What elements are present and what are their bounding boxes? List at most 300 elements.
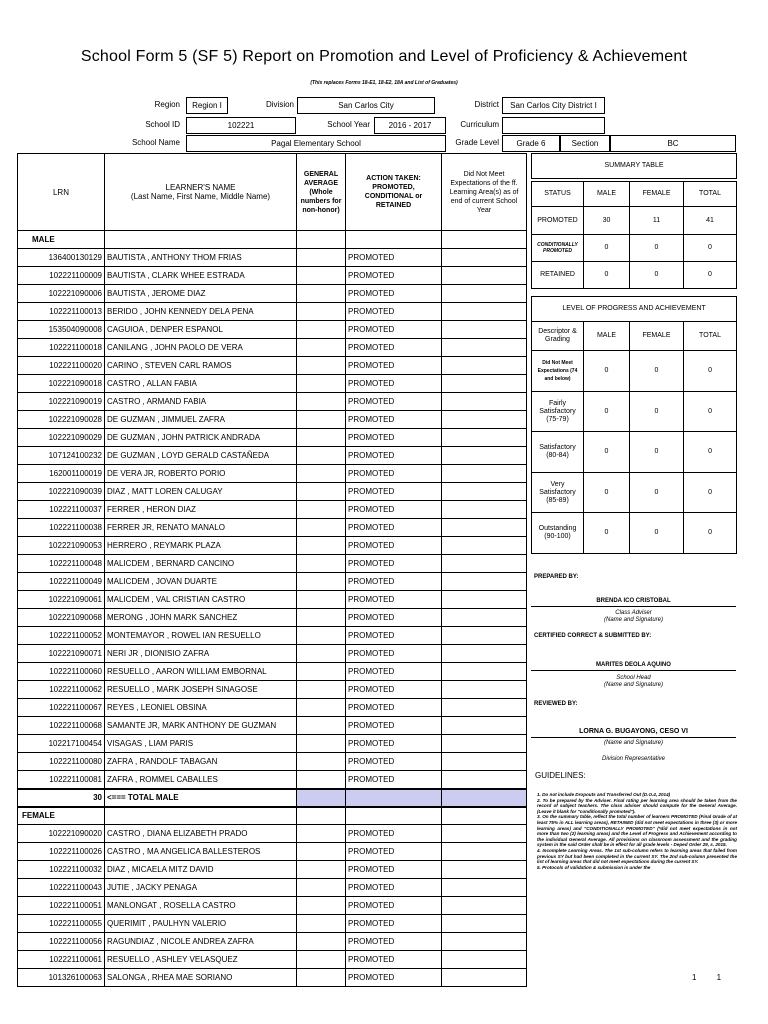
learner-action: PROMOTED xyxy=(346,411,442,429)
table-row xyxy=(18,249,527,267)
learner-average[interactable] xyxy=(297,411,346,429)
learner-name: FERRER , HERON DIAZ xyxy=(105,501,297,519)
section-label: Section xyxy=(560,135,610,152)
empty-cell xyxy=(297,231,346,249)
prepared-by-name: BRENDA ICO CRISTOBAL xyxy=(531,598,736,607)
learner-action: PROMOTED xyxy=(346,555,442,573)
certified-by-note: (Name and Signature) xyxy=(603,682,664,688)
learner-average[interactable] xyxy=(297,267,346,285)
learner-average[interactable] xyxy=(297,861,346,879)
table-row xyxy=(18,843,527,861)
col-lrn-header: LRN xyxy=(18,154,105,231)
guideline-item: 2. To be prepared by the Adviser. Final rating per learning area should be taken from the record of subject teachers. The class adviser should compute for the General Average. (Leave it blank for "conditionally promoted"). xyxy=(537,797,737,814)
learner-lrn: 102221090028 xyxy=(18,411,105,429)
progress-total: 0 xyxy=(684,513,737,554)
learner-lrn: 102221090039 xyxy=(18,483,105,501)
learner-not-met[interactable] xyxy=(442,663,527,681)
learner-not-met[interactable] xyxy=(442,321,527,339)
learner-lrn: 102221100043 xyxy=(18,879,105,897)
table-row xyxy=(18,375,527,393)
school-id-field[interactable]: 102221 xyxy=(186,117,296,134)
learner-not-met[interactable] xyxy=(442,843,527,861)
learner-not-met[interactable] xyxy=(442,285,527,303)
learner-action: PROMOTED xyxy=(346,339,442,357)
learner-lrn: 102221090006 xyxy=(18,285,105,303)
prepared-by-label: PREPARED BY: xyxy=(534,574,579,580)
table-row xyxy=(18,663,527,681)
learner-lrn: 102221090061 xyxy=(18,591,105,609)
school-name-field[interactable]: Pagal Elementary School xyxy=(186,135,446,152)
learner-name: FERRER JR, RENATO MANALO xyxy=(105,519,297,537)
learner-not-met[interactable] xyxy=(442,609,527,627)
table-row xyxy=(18,969,527,987)
learner-average[interactable] xyxy=(297,879,346,897)
table-row xyxy=(18,627,527,645)
learner-action: PROMOTED xyxy=(346,447,442,465)
learner-lrn: 102221090068 xyxy=(18,609,105,627)
learner-lrn: 102221100060 xyxy=(18,663,105,681)
learner-not-met[interactable] xyxy=(442,735,527,753)
learner-lrn: 153504090008 xyxy=(18,321,105,339)
progress-total: 0 xyxy=(684,392,737,432)
learner-name: RESUELLO , AARON WILLIAM EMBORNAL xyxy=(105,663,297,681)
learner-name: BAUTISTA , ANTHONY THOM FRIAS xyxy=(105,249,297,267)
total-male-notmet xyxy=(442,789,527,807)
summary-header-total: TOTAL xyxy=(684,182,737,207)
table-row xyxy=(18,717,527,735)
learner-name: DIAZ , MATT LOREN CALUGAY xyxy=(105,483,297,501)
table-row xyxy=(18,609,527,627)
learner-not-met[interactable] xyxy=(442,411,527,429)
learner-name: MANLONGAT , ROSELLA CASTRO xyxy=(105,897,297,915)
learner-average[interactable] xyxy=(297,591,346,609)
certified-by-name: MARITES DEOLA AQUINO xyxy=(531,662,736,671)
total-male-avg xyxy=(297,789,346,807)
learner-not-met[interactable] xyxy=(442,429,527,447)
learner-average[interactable] xyxy=(297,609,346,627)
learner-not-met[interactable] xyxy=(442,339,527,357)
learner-not-met[interactable] xyxy=(442,933,527,951)
curriculum-field[interactable] xyxy=(502,117,605,134)
page-number: 1 1 xyxy=(692,973,722,982)
learners-table xyxy=(17,153,527,987)
progress-total: 0 xyxy=(684,432,737,473)
table-row xyxy=(18,897,527,915)
learner-not-met[interactable] xyxy=(442,969,527,987)
learner-action: PROMOTED xyxy=(346,663,442,681)
table-row xyxy=(18,933,527,951)
learner-action: PROMOTED xyxy=(346,861,442,879)
empty-cell xyxy=(297,807,346,825)
progress-header-male: MALE xyxy=(584,322,630,351)
learner-not-met[interactable] xyxy=(442,447,527,465)
reviewed-by-name: LORNA G. BUGAYONG, CESO VI xyxy=(531,728,736,738)
learner-name: MALICDEM , VAL CRISTIAN CASTRO xyxy=(105,591,297,609)
male-section-row xyxy=(18,231,527,249)
learner-name: BERIDO , JOHN KENNEDY DELA PENA xyxy=(105,303,297,321)
learner-name: MONTEMAYOR , ROWEL IAN RESUELLO xyxy=(105,627,297,645)
learner-average[interactable] xyxy=(297,537,346,555)
learner-average[interactable] xyxy=(297,825,346,843)
summary-male: 0 xyxy=(584,235,630,262)
table-row xyxy=(18,303,527,321)
learner-name: JUTIE , JACKY PENAGA xyxy=(105,879,297,897)
reviewed-by-label: REVIEWED BY: xyxy=(534,701,578,707)
guideline-item: 1. Do not include Dropouts and Transferred Out (D.O.4, 2014) xyxy=(537,792,671,797)
learner-not-met[interactable] xyxy=(442,267,527,285)
learner-not-met[interactable] xyxy=(442,879,527,897)
learner-average[interactable] xyxy=(297,519,346,537)
empty-cell xyxy=(346,807,442,825)
learner-action: PROMOTED xyxy=(346,717,442,735)
summary-male: 0 xyxy=(584,262,630,289)
learner-lrn: 102221100056 xyxy=(18,933,105,951)
learner-lrn: 102221090020 xyxy=(18,825,105,843)
learner-average[interactable] xyxy=(297,843,346,861)
progress-male: 0 xyxy=(584,392,630,432)
learner-not-met[interactable] xyxy=(442,897,527,915)
summary-male: 30 xyxy=(584,207,630,235)
summary-header-male: MALE xyxy=(584,182,630,207)
school-id-label: School ID xyxy=(145,120,180,129)
district-label: District xyxy=(474,100,499,109)
learner-average[interactable] xyxy=(297,501,346,519)
learner-average[interactable] xyxy=(297,285,346,303)
learner-lrn: 102221100067 xyxy=(18,699,105,717)
learner-not-met[interactable] xyxy=(442,699,527,717)
learner-action: PROMOTED xyxy=(346,249,442,267)
region-field[interactable]: Region I xyxy=(186,97,228,114)
learner-average[interactable] xyxy=(297,753,346,771)
learner-average[interactable] xyxy=(297,555,346,573)
learner-lrn: 102221090071 xyxy=(18,645,105,663)
table-row xyxy=(18,393,527,411)
learner-not-met[interactable] xyxy=(442,861,527,879)
learner-action: PROMOTED xyxy=(346,645,442,663)
learner-average[interactable] xyxy=(297,681,346,699)
learner-average[interactable] xyxy=(297,771,346,789)
learner-name: SAMANTE JR, MARK ANTHONY DE GUZMAN xyxy=(105,717,297,735)
learner-lrn: 102221100032 xyxy=(18,861,105,879)
learner-lrn: 102221100009 xyxy=(18,267,105,285)
progress-total: 0 xyxy=(684,351,737,392)
learner-name: CARINO , STEVEN CARL RAMOS xyxy=(105,357,297,375)
reviewed-by-note: (Name and Signature) xyxy=(603,740,664,746)
learner-not-met[interactable] xyxy=(442,591,527,609)
learner-name: RESUELLO , ASHLEY VELASQUEZ xyxy=(105,951,297,969)
progress-male: 0 xyxy=(584,473,630,513)
progress-header-female: FEMALE xyxy=(630,322,684,351)
empty-cell xyxy=(105,231,297,249)
learner-action: PROMOTED xyxy=(346,879,442,897)
col-average-header: GENERAL AVERAGE (Whole numbers for non-honor) xyxy=(297,154,346,231)
table-row xyxy=(18,915,527,933)
learner-name: DE GUZMAN , JOHN PATRICK ANDRADA xyxy=(105,429,297,447)
curriculum-label: Curriculum xyxy=(460,120,499,129)
learner-not-met[interactable] xyxy=(442,555,527,573)
col-not-met-header: Did Not Meet Expectations of the ff. Learning Area(s) as of end of current School Year xyxy=(442,154,527,231)
learner-not-met[interactable] xyxy=(442,501,527,519)
table-row xyxy=(18,285,527,303)
learner-not-met[interactable] xyxy=(442,645,527,663)
learner-lrn: 102221090053 xyxy=(18,537,105,555)
progress-male: 0 xyxy=(584,432,630,473)
female-section-row xyxy=(18,807,527,825)
learner-name: CASTRO , DIANA ELIZABETH PRADO xyxy=(105,825,297,843)
summary-header-status: STATUS xyxy=(532,182,584,207)
progress-female: 0 xyxy=(630,351,684,392)
table-row xyxy=(18,465,527,483)
learner-not-met[interactable] xyxy=(442,915,527,933)
learner-not-met[interactable] xyxy=(442,249,527,267)
progress-male: 0 xyxy=(584,351,630,392)
total-male-action xyxy=(346,789,442,807)
learner-average[interactable] xyxy=(297,321,346,339)
division-label: Division xyxy=(265,100,294,109)
col-name-header: LEARNER'S NAME (Last Name, First Name, Middle Name) xyxy=(105,154,297,231)
learner-lrn: 102221090029 xyxy=(18,429,105,447)
section-label: FEMALE xyxy=(18,807,105,825)
learner-average[interactable] xyxy=(297,897,346,915)
learner-not-met[interactable] xyxy=(442,573,527,591)
progress-female: 0 xyxy=(630,432,684,473)
learner-name: MERONG , JOHN MARK SANCHEZ xyxy=(105,609,297,627)
division-field[interactable]: San Carlos City xyxy=(297,97,435,114)
learner-name: BAUTISTA , JEROME DIAZ xyxy=(105,285,297,303)
learner-action: PROMOTED xyxy=(346,609,442,627)
learner-name: RESUELLO , MARK JOSEPH SINAGOSE xyxy=(105,681,297,699)
progress-female: 0 xyxy=(630,392,684,432)
empty-cell xyxy=(346,231,442,249)
total-male-count: 30 xyxy=(18,789,105,807)
table-row xyxy=(18,267,527,285)
table-row xyxy=(18,825,527,843)
learner-name: CASTRO , MA ANGELICA BALLESTEROS xyxy=(105,843,297,861)
learner-action: PROMOTED xyxy=(346,303,442,321)
learner-not-met[interactable] xyxy=(442,357,527,375)
learner-average[interactable] xyxy=(297,735,346,753)
learner-lrn: 102221100026 xyxy=(18,843,105,861)
summary-total: 41 xyxy=(684,207,737,235)
learner-average[interactable] xyxy=(297,303,346,321)
table-row xyxy=(18,861,527,879)
learner-not-met[interactable] xyxy=(442,717,527,735)
progress-table xyxy=(531,296,737,554)
summary-total: 0 xyxy=(684,235,737,262)
learner-name: DE VERA JR, ROBERTO PORIO xyxy=(105,465,297,483)
learner-name: DIAZ , MICAELA MITZ DAVID xyxy=(105,861,297,879)
learner-name: ZAFRA , RANDOLF TABAGAN xyxy=(105,753,297,771)
col-action-header: ACTION TAKEN: PROMOTED, CONDITIONAL or RETAINED xyxy=(346,154,442,231)
reviewed-by-role: Division Representative xyxy=(601,756,666,762)
learner-not-met[interactable] xyxy=(442,753,527,771)
learner-action: PROMOTED xyxy=(346,897,442,915)
summary-female: 11 xyxy=(630,207,684,235)
learner-action: PROMOTED xyxy=(346,501,442,519)
learner-action: PROMOTED xyxy=(346,735,442,753)
learner-action: PROMOTED xyxy=(346,573,442,591)
table-row xyxy=(18,699,527,717)
learner-average[interactable] xyxy=(297,573,346,591)
learner-lrn: 102221100055 xyxy=(18,915,105,933)
learner-lrn: 102221100052 xyxy=(18,627,105,645)
progress-female: 0 xyxy=(630,473,684,513)
learner-lrn: 102221100038 xyxy=(18,519,105,537)
learner-not-met[interactable] xyxy=(442,951,527,969)
progress-desc: Did Not Meet Expectations (74 and below) xyxy=(532,351,584,392)
table-row xyxy=(18,357,527,375)
guideline-item: 5. Protocols of validation & submission is under the xyxy=(537,864,651,870)
region-label: Region xyxy=(154,100,180,109)
learner-average[interactable] xyxy=(297,627,346,645)
learner-not-met[interactable] xyxy=(442,627,527,645)
learner-not-met[interactable] xyxy=(442,303,527,321)
table-row xyxy=(18,681,527,699)
summary-female: 0 xyxy=(630,235,684,262)
prepared-by-role: Class Adviser xyxy=(615,610,652,616)
learner-average[interactable] xyxy=(297,483,346,501)
summary-status: CONDITIONALLY PROMOTED xyxy=(532,235,584,262)
table-row xyxy=(18,591,527,609)
learner-average[interactable] xyxy=(297,933,346,951)
school-year-label: School Year xyxy=(327,120,370,129)
learner-action: PROMOTED xyxy=(346,627,442,645)
learner-not-met[interactable] xyxy=(442,537,527,555)
grade-level-label: Grade Level xyxy=(455,138,499,147)
learner-average[interactable] xyxy=(297,645,346,663)
learner-action: PROMOTED xyxy=(346,483,442,501)
learner-lrn: 162001100019 xyxy=(18,465,105,483)
page-subtitle: (This replaces Forms 18-E1, 18-E2, 18A and List of Graduates) xyxy=(310,80,458,86)
learner-action: PROMOTED xyxy=(346,681,442,699)
summary-status: PROMOTED xyxy=(532,207,584,235)
learner-action: PROMOTED xyxy=(346,519,442,537)
table-row xyxy=(18,339,527,357)
learner-average[interactable] xyxy=(297,951,346,969)
learner-action: PROMOTED xyxy=(346,357,442,375)
learner-name: VISAGAS , LIAM PARIS xyxy=(105,735,297,753)
learner-name: DE GUZMAN , JIMMUEL ZAFRA xyxy=(105,411,297,429)
learner-lrn: 102221100049 xyxy=(18,573,105,591)
table-row xyxy=(18,411,527,429)
table-row xyxy=(18,447,527,465)
total-male-label: <=== TOTAL MALE xyxy=(105,789,297,807)
learner-lrn: 102221100048 xyxy=(18,555,105,573)
learner-not-met[interactable] xyxy=(442,465,527,483)
summary-total: 0 xyxy=(684,262,737,289)
progress-desc: Outstanding (90-100) xyxy=(532,513,584,554)
learner-lrn: 136400130129 xyxy=(18,249,105,267)
guideline-item: 4. Incomplete Learning Areas. The 1st sub-column refers to learning areas that failed from previous SY but had been completed in the current SY. The 2nd sub-column presented the list of learning areas that did not meet expectations during the current SY. xyxy=(537,847,737,865)
grade-level-field[interactable]: Grade 6 xyxy=(502,135,560,152)
table-row xyxy=(18,501,527,519)
learner-name: ZAFRA , ROMMEL CABALLES xyxy=(105,771,297,789)
learner-lrn: 102221100081 xyxy=(18,771,105,789)
learner-average[interactable] xyxy=(297,717,346,735)
learner-name: CAGUIOA , DENPER ESPANOL xyxy=(105,321,297,339)
table-row xyxy=(18,483,527,501)
learner-action: PROMOTED xyxy=(346,429,442,447)
learner-average[interactable] xyxy=(297,375,346,393)
learner-lrn: 102221100068 xyxy=(18,717,105,735)
guidelines-title: GUIDELINES: xyxy=(535,771,586,780)
guideline-item: 3. On the summary table, reflect the total number of learners PROMOTED (Final Grade of at least 75% in ALL learning areas), RETAINED (did not meet expectations in three (3) or more learning areas) and "CONDITIONALLY PROMOTED" (*did not meet expectations in not more than two (2) learning areas) and the Level of Progress and Achievement according to the individual General Average. All provisions on classroom assessment and the grading system in the said Order shall be in effect for all grade levels - Deped Order 29, s. 2015. xyxy=(537,814,737,848)
table-row xyxy=(18,555,527,573)
learner-name: DE GUZMAN , LOYD GERALD CASTAÑEDA xyxy=(105,447,297,465)
learner-name: CASTRO , ARMAND FABIA xyxy=(105,393,297,411)
learner-lrn: 107124100232 xyxy=(18,447,105,465)
section-field[interactable]: BC xyxy=(610,135,736,152)
table-row xyxy=(18,771,527,789)
learner-not-met[interactable] xyxy=(442,375,527,393)
learner-not-met[interactable] xyxy=(442,681,527,699)
learner-average[interactable] xyxy=(297,339,346,357)
table-row xyxy=(18,735,527,753)
summary-title: SUMMARY TABLE xyxy=(532,154,737,179)
table-row xyxy=(18,573,527,591)
learner-lrn: 102221100051 xyxy=(18,897,105,915)
learner-lrn: 102221100018 xyxy=(18,339,105,357)
learner-lrn: 102221100013 xyxy=(18,303,105,321)
learner-action: PROMOTED xyxy=(346,951,442,969)
empty-cell xyxy=(442,807,527,825)
learner-average[interactable] xyxy=(297,249,346,267)
learner-lrn: 101326100063 xyxy=(18,969,105,987)
empty-cell xyxy=(105,807,297,825)
summary-header-female: FEMALE xyxy=(630,182,684,207)
learner-average[interactable] xyxy=(297,393,346,411)
learner-average[interactable] xyxy=(297,465,346,483)
learner-lrn: 102221100062 xyxy=(18,681,105,699)
progress-title: LEVEL OF PROGRESS AND ACHIEVEMENT xyxy=(532,297,737,322)
progress-female: 0 xyxy=(630,513,684,554)
table-row xyxy=(18,879,527,897)
learner-average[interactable] xyxy=(297,429,346,447)
empty-cell xyxy=(442,231,527,249)
learner-name: QUERIMIT , PAULHYN VALERIO xyxy=(105,915,297,933)
learner-action: PROMOTED xyxy=(346,375,442,393)
learner-average[interactable] xyxy=(297,447,346,465)
learner-average[interactable] xyxy=(297,357,346,375)
table-row xyxy=(18,753,527,771)
learner-not-met[interactable] xyxy=(442,771,527,789)
learner-average[interactable] xyxy=(297,969,346,987)
learner-action: PROMOTED xyxy=(346,537,442,555)
prepared-by-note: (Name and Signature) xyxy=(603,617,664,623)
page-title: School Form 5 (SF 5) Report on Promotion and Level of Proficiency & Achievement xyxy=(80,48,688,65)
learner-average[interactable] xyxy=(297,663,346,681)
learner-not-met[interactable] xyxy=(442,825,527,843)
learner-not-met[interactable] xyxy=(442,393,527,411)
learner-not-met[interactable] xyxy=(442,519,527,537)
learner-average[interactable] xyxy=(297,699,346,717)
learner-name: RAGUNDIAZ , NICOLE ANDREA ZAFRA xyxy=(105,933,297,951)
learner-name: HERRERO , REYMARK PLAZA xyxy=(105,537,297,555)
learner-average[interactable] xyxy=(297,915,346,933)
learner-action: PROMOTED xyxy=(346,699,442,717)
table-row xyxy=(18,429,527,447)
school-year-field[interactable]: 2016 - 2017 xyxy=(374,117,446,134)
table-row xyxy=(18,321,527,339)
learner-action: PROMOTED xyxy=(346,843,442,861)
summary-status: RETAINED xyxy=(532,262,584,289)
learner-name: SALONGA , RHEA MAE SORIANO xyxy=(105,969,297,987)
learner-not-met[interactable] xyxy=(442,483,527,501)
summary-female: 0 xyxy=(630,262,684,289)
district-field[interactable]: San Carlos City District I xyxy=(502,97,605,114)
table-row xyxy=(18,519,527,537)
learner-action: PROMOTED xyxy=(346,267,442,285)
